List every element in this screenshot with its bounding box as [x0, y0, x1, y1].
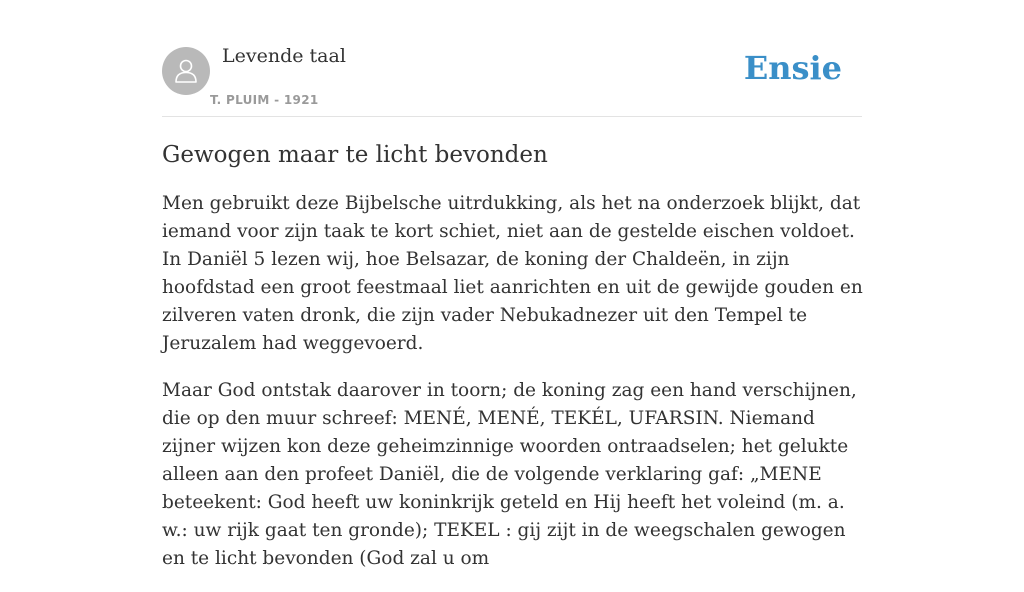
paragraph: Men gebruikt deze Bijbelsche uitrdukking, als het na onderzoek blijkt, dat iemand voor zijn taak te kort schiet, niet aan de gestelde eischen voldoet. In Daniël 5 lezen wij, hoe Belsazar, de koning der Chaldeën, in zijn hoofdstad een groot feestmaal liet aanrichten en uit de gewijde gouden en zilveren vaten dronk, die zijn vader Nebukadnezer uit den Tempel te Jeruzalem had weggevoerd. [162, 193, 863, 354]
book-title[interactable]: Levende taal [222, 45, 346, 67]
paragraph: Maar God ontstak daarover in toorn; de koning zag een hand verschijnen, die op den muur schreef: MENÉ, MENÉ, TEKÉL, UFARSIN. Niemand zijner wijzen kon deze geheimzinnige woorden ontraadselen; het gelukte alleen aan den profeet Daniël, die de volgende verklaring gaf: „MENE beteekent: God heeft uw koninkrijk geteld en Hij heeft het voleind (m. a. w.: uw rijk gaat ten gronde); TEKEL : gij zijt in de weegschalen gewogen en te licht bevonden (God zal u om [162, 380, 857, 569]
user-icon [171, 56, 201, 86]
header [162, 0, 862, 117]
article [162, 136, 872, 592]
author-year: T. PLUIM - 1921 [210, 93, 319, 107]
avatar[interactable] [162, 47, 210, 95]
site-logo[interactable]: Ensie [743, 49, 842, 87]
entry-title: Gewogen maar te licht bevonden [162, 142, 548, 168]
